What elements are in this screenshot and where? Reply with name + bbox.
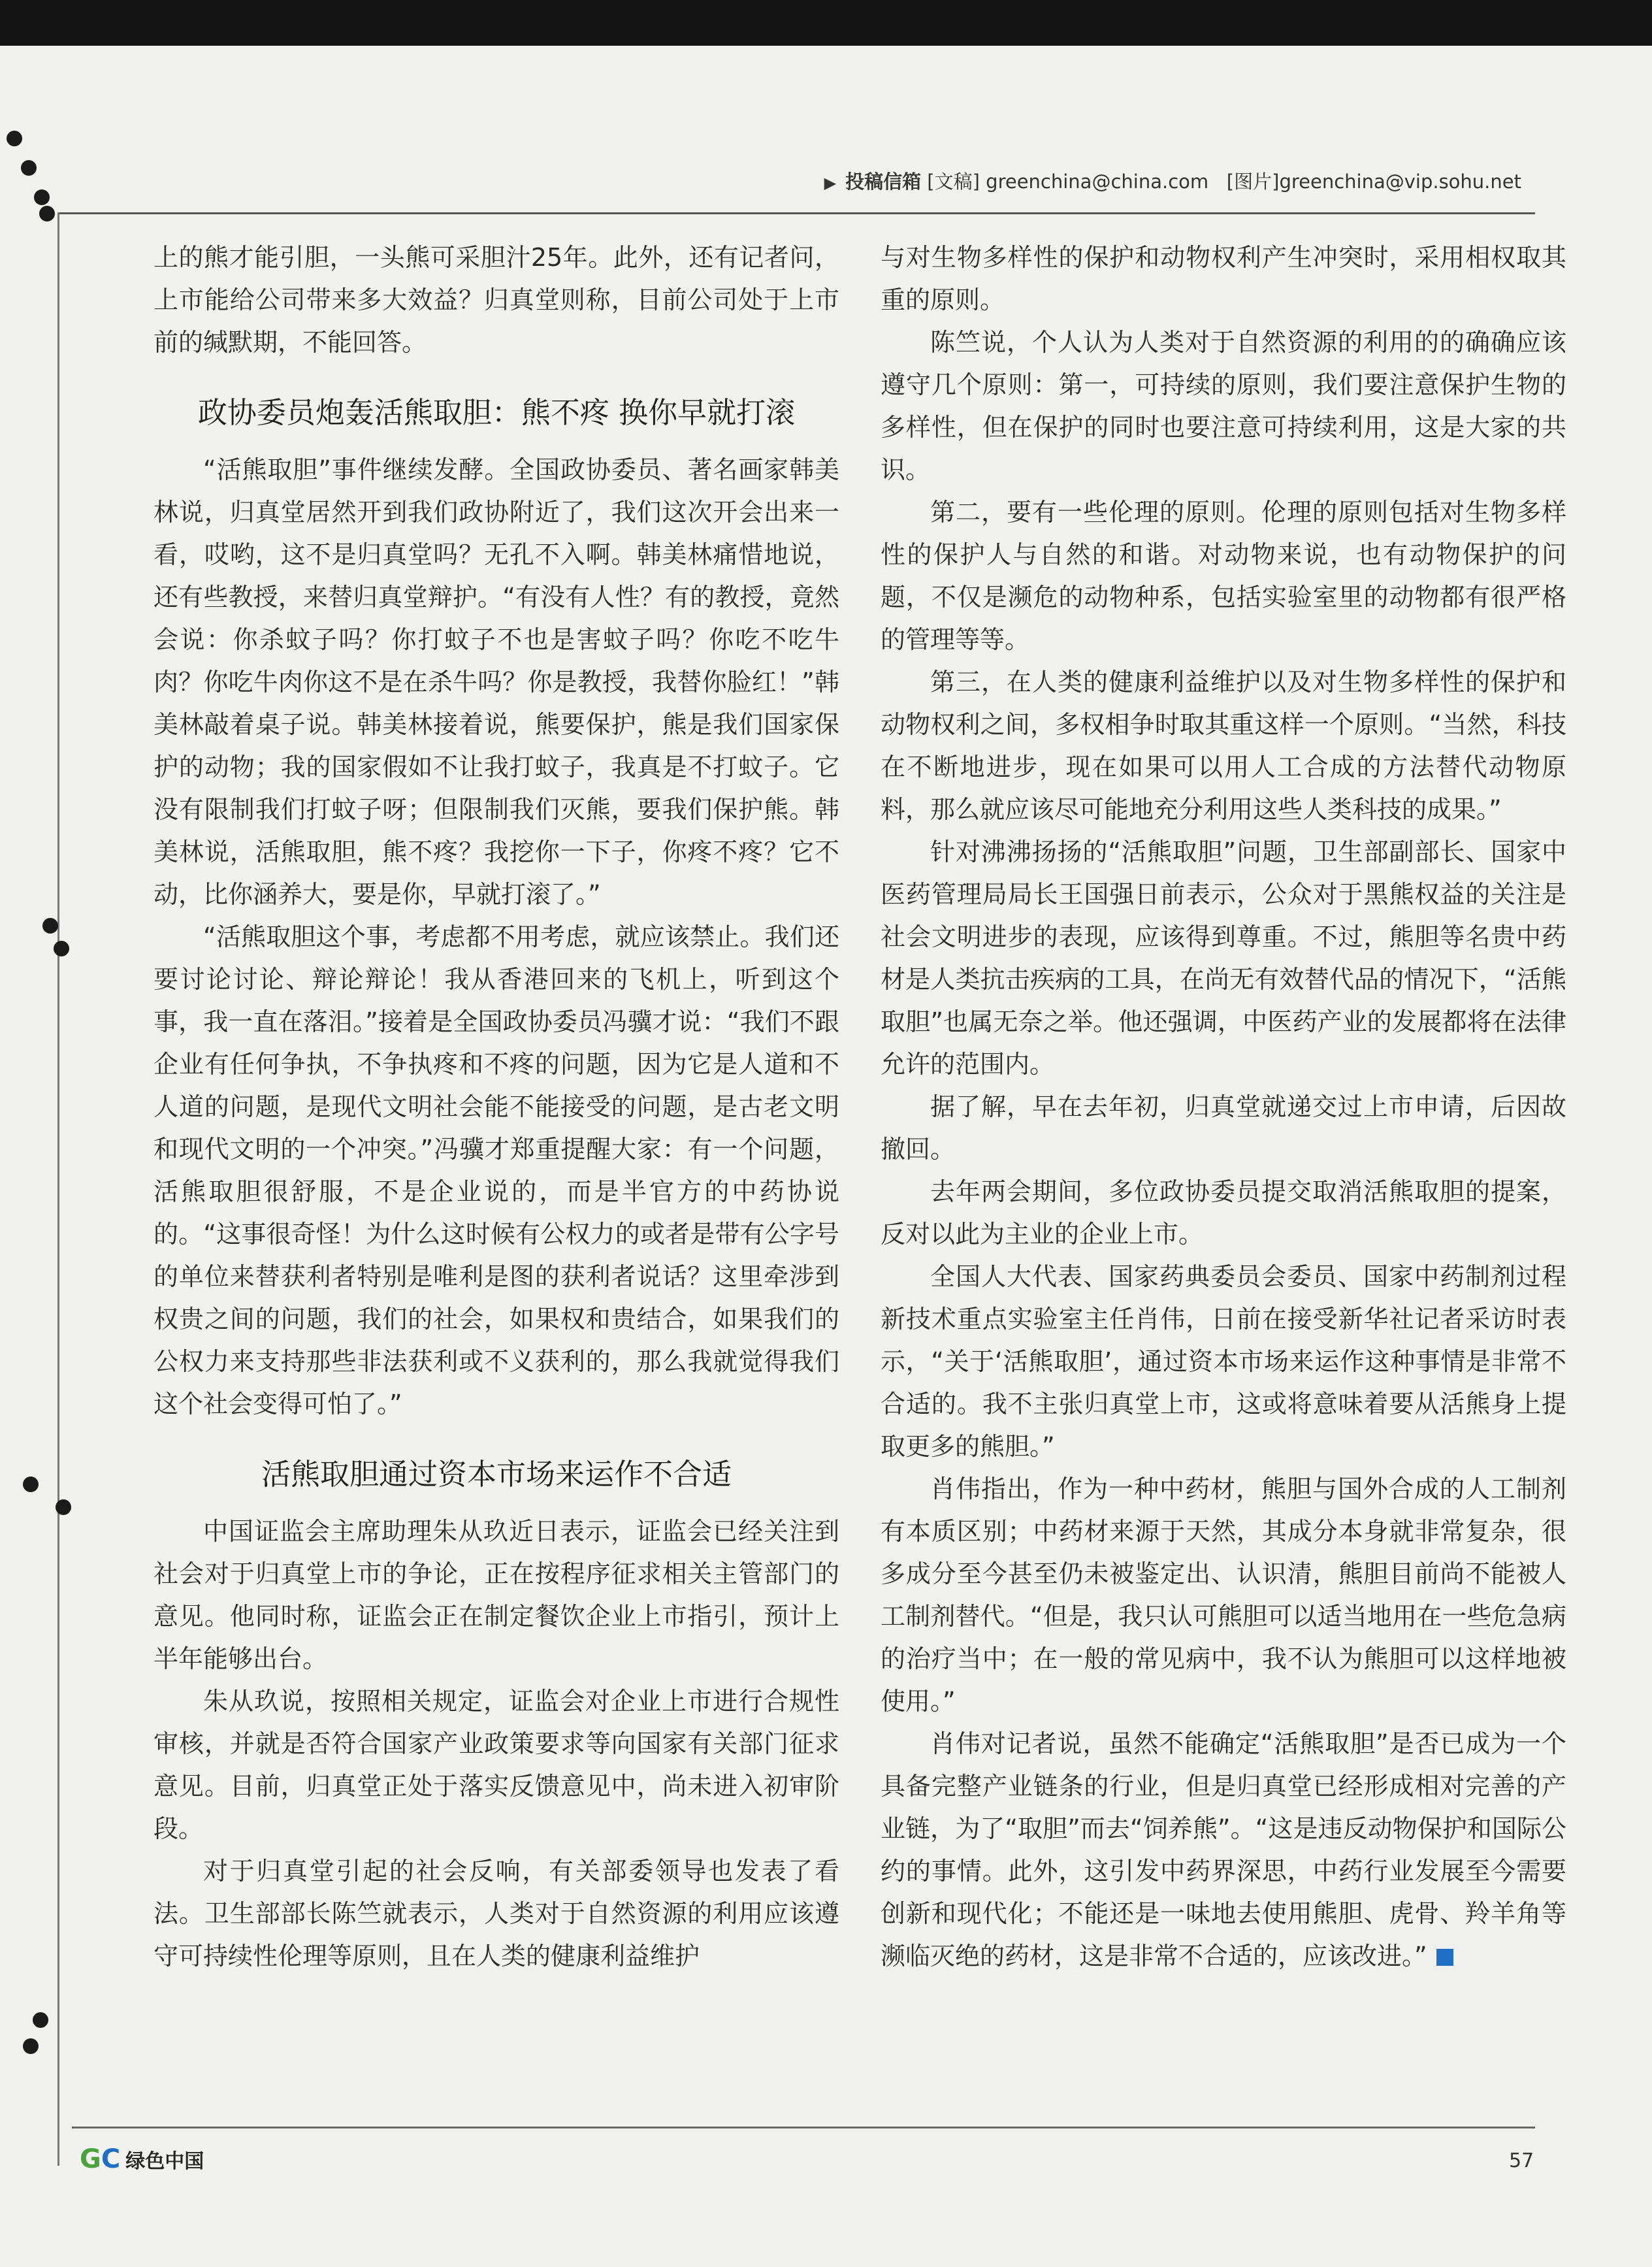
section-heading: 活熊取胆通过资本市场来运作不合适 xyxy=(261,1457,732,1492)
paragraph: 对于归真堂引起的社会反响，有关部委领导也发表了看法。卫生部部长陈竺就表示，人类对于自然资源的利用应该遵守可持续性伦理等原则，且在人类的健康利益维护 xyxy=(154,1857,839,1970)
binding-hole xyxy=(39,206,55,221)
header-rule xyxy=(59,212,1535,214)
text-tag: [文稿] xyxy=(927,171,980,193)
section-heading: 政协委员炮轰活熊取胆：熊不疼 换你早就打滚 xyxy=(197,395,796,430)
paragraph: 陈竺说，个人认为人类对于自然资源的利用的的确确应该遵守几个原则：第一，可持续的原则，我们要注意保护生物的多样性，但在保护的同时也要注意可持续利用，这是大家的共识。 xyxy=(881,328,1566,484)
left-column xyxy=(154,236,839,1978)
binding-hole xyxy=(54,941,69,956)
submission-info xyxy=(824,167,1521,194)
magazine-page xyxy=(0,46,1652,2267)
image-email-link[interactable]: greenchina@vip.sohu.net xyxy=(1279,171,1521,193)
paragraph: 全国人大代表、国家药典委员会委员、国家中药制剂过程新技术重点实验室主任肖伟，日前在接受新华社记者采访时表示，“关于‘活熊取胆’，通过资本市场来运作这种事情是非常不合适的。我不主张归真堂上市，这或将意味着要从活熊身上提取更多的熊胆。” xyxy=(881,1262,1566,1461)
paragraph: 去年两会期间，多位政协委员提交取消活熊取胆的提案，反对以此为主业的企业上市。 xyxy=(881,1177,1566,1248)
paragraph: 肖伟指出，作为一种中药材，熊胆与国外合成的人工制剂有本质区别；中药材来源于天然，其成分本身就非常复杂，很多成分至今甚至仍未被鉴定出、认识清，熊胆目前尚不能被人工制剂替代。“但是，我只认可熊胆可以适当地用在一些危急病的治疗当中；在一般的常见病中，我不认为熊胆可以这样地被使用。” xyxy=(881,1475,1566,1716)
binding-hole xyxy=(23,1476,39,1492)
right-column xyxy=(881,236,1566,1978)
binding-hole xyxy=(34,189,50,205)
page-number: 57 xyxy=(1509,2149,1534,2172)
triangle-icon: ▶ xyxy=(824,174,837,192)
binding-hole xyxy=(42,918,58,934)
binding-hole xyxy=(21,160,37,176)
paragraph: 第二，要有一些伦理的原则。伦理的原则包括对生物多样性的保护人与自然的和谐。对动物来说，也有动物保护的问题，不仅是濒危的动物种系，包括实验室里的动物都有很严格的管理等等。 xyxy=(881,498,1566,654)
paragraph: 与对生物多样性的保护和动物权利产生冲突时，采用相权取其重的原则。 xyxy=(881,243,1566,314)
binding-hole xyxy=(23,2038,39,2054)
paragraph: 上的熊才能引胆，一头熊可采胆汁25年。此外，还有记者问，上市能给公司带来多大效益？归真堂则称，目前公司处于上市前的缄默期，不能回答。 xyxy=(154,243,839,357)
magazine-logo xyxy=(80,2144,204,2174)
submission-label: 投稿信箱 xyxy=(845,171,922,193)
footer-rule xyxy=(72,2127,1535,2128)
paragraph: 中国证监会主席助理朱从玖近日表示，证监会已经关注到社会对于归真堂上市的争论，正在按程序征求相关主管部门的意见。他同时称，证监会正在制定餐饮企业上市指引，预计上半年能够出台。 xyxy=(154,1517,839,1673)
final-paragraph xyxy=(881,1723,1566,1978)
binding-hole xyxy=(56,1499,71,1515)
paragraph: 针对沸沸扬扬的“活熊取胆”问题，卫生部副部长、国家中医药管理局局长王国强日前表示，公众对于黑熊权益的关注是社会文明进步的表现，应该得到尊重。不过，熊胆等名贵中药材是人类抗击疾病的工具，在尚无有效替代品的情况下，“活熊取胆”也属无奈之举。他还强调，中医药产业的发展都将在法律允许的范围内。 xyxy=(881,838,1566,1079)
paragraph: 第三，在人类的健康利益维护以及对生物多样性的保护和动物权利之间，多权相争时取其重这样一个原则。“当然，科技在不断地进步，现在如果可以用人工合成的方法替代动物原料，那么就应该尽可能地充分利用这些人类科技的成果。” xyxy=(881,668,1566,824)
gc-logo-icon: G C xyxy=(80,2144,121,2174)
paragraph: 据了解，早在去年初，归真堂就递交过上市申请，后因故撤回。 xyxy=(881,1092,1566,1164)
magazine-name: 绿色中国 xyxy=(125,2150,204,2173)
text-email-link[interactable]: greenchina@china.com xyxy=(986,171,1209,193)
margin-rule xyxy=(57,212,59,2166)
paragraph: 朱从玖说，按照相关规定，证监会对企业上市进行合规性审核，并就是否符合国家产业政策要求等向国家有关部门征求意见。目前，归真堂正处于落实反馈意见中，尚未进入初审阶段。 xyxy=(154,1687,839,1843)
image-tag: [图片] xyxy=(1226,171,1280,193)
final-paragraph-text: 肖伟对记者说，虽然不能确定“活熊取胆”是否已成为一个具备完整产业链条的行业，但是归真堂已经形成相对完善的产业链，为了“取胆”而去“饲养熊”。“这是违反动物保护和国际公约的事情。此外，这引发中药界深思，中药行业发展至今需要创新和现代化；不能还是一味地去使用熊胆、虎骨、羚羊角等濒临灭绝的药材，这是非常不合适的，应该改进。” xyxy=(881,1729,1566,1970)
end-mark-icon xyxy=(1436,1949,1453,1966)
binding-hole xyxy=(33,2012,48,2028)
paragraph: “活熊取胆这个事，考虑都不用考虑，就应该禁止。我们还要讨论讨论、辩论辩论！我从香港回来的飞机上，听到这个事，我一直在落泪。”接着是全国政协委员冯骥才说：“我们不跟企业有任何争执，不争执疼和不疼的问题，因为它是人道和不人道的问题，是现代文明社会能不能接受的问题，是古老文明和现代文明的一个冲突。”冯骥才郑重提醒大家：有一个问题，活熊取胆很舒服，不是企业说的，而是半官方的中药协说的。“这事很奇怪！为什么这时候有公权力的或者是带有公字号的单位来替获利者特别是唯利是图的获利者说话？这里牵涉到权贵之间的问题，我们的社会，如果权和贵结合，如果我们的公权力来支持那些非法获利或不义获利的，那么我就觉得我们这个社会变得可怕了。” xyxy=(154,922,839,1418)
paragraph: “活熊取胆”事件继续发酵。全国政协委员、著名画家韩美林说，归真堂居然开到我们政协附近了，我们这次开会出来一看，哎哟，这不是归真堂吗？无孔不入啊。韩美林痛惜地说，还有些教授，来替归真堂辩护。“有没有人性？有的教授，竟然会说：你杀蚊子吗？你打蚊子不也是害蚊子吗？你吃不吃牛肉？你吃牛肉你这不是在杀牛吗？你是教授，我替你脸红！”韩美林敲着桌子说。韩美林接着说，熊要保护，熊是我们国家保护的动物；我的国家假如不让我打蚊子，我真是不打蚊子。它没有限制我们打蚊子呀；但限制我们灭熊，要我们保护熊。韩美林说，活熊取胆，熊不疼？我挖你一下子，你疼不疼？它不动，比你涵养大，要是你，早就打滚了。” xyxy=(154,455,839,909)
binding-hole xyxy=(7,131,22,146)
